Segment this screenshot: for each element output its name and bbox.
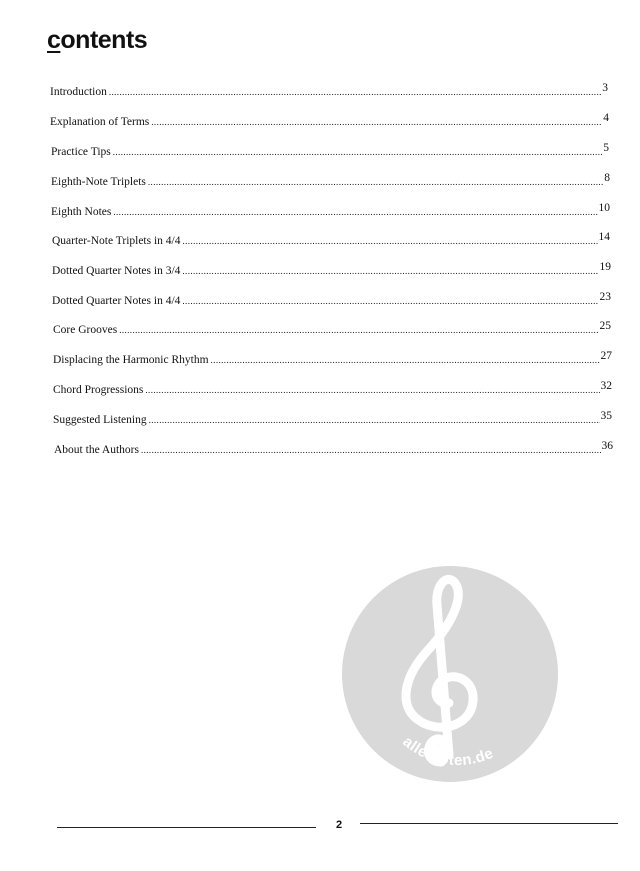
footer-rule-left: [57, 827, 316, 828]
toc-leader-dots: [119, 323, 598, 337]
toc-entry-title: Core Grooves: [53, 324, 118, 336]
toc-entry-page: 10: [598, 202, 610, 214]
toc-entry-page: 4: [603, 112, 609, 124]
toc-entry-page: 25: [599, 320, 611, 332]
toc-entry-page: 8: [604, 172, 610, 184]
toc-entry-practice-tips[interactable]: [51, 142, 609, 159]
toc-entry-title: Explanation of Terms: [50, 116, 150, 128]
toc-entry-title: Displacing the Harmonic Rhythm: [53, 354, 209, 366]
toc-entry-title: Chord Progressions: [53, 384, 144, 396]
toc-leader-dots: [141, 443, 601, 457]
toc-entry-page: 19: [599, 261, 611, 273]
toc-entry-title: Dotted Quarter Notes in 3/4: [52, 265, 181, 277]
toc-entry-about-the-authors[interactable]: [54, 440, 613, 457]
toc-entry-quarter-note-triplets[interactable]: [52, 231, 610, 248]
toc-entry-page: 3: [602, 82, 608, 94]
toc-entry-chord-progressions[interactable]: [53, 380, 612, 397]
toc-leader-dots: [183, 234, 598, 248]
toc-entry-title: Eighth-Note Triplets: [51, 176, 146, 188]
toc-entry-title: Dotted Quarter Notes in 4/4: [52, 295, 181, 307]
toc-entry-eighth-notes[interactable]: [51, 202, 610, 219]
toc-entry-page: 23: [599, 291, 611, 303]
toc-entry-title: Introduction: [50, 86, 107, 98]
toc-leader-dots: [211, 353, 600, 367]
toc-entry-page: 32: [600, 380, 612, 392]
toc-entry-introduction[interactable]: [50, 82, 608, 99]
toc-entry-displacing-harmonic-rhythm[interactable]: [53, 350, 612, 367]
toc-entry-title: About the Authors: [54, 444, 139, 456]
toc-leader-dots: [182, 294, 598, 308]
toc-leader-dots: [151, 115, 602, 129]
toc-leader-dots: [149, 413, 600, 427]
footer-page-number: 2: [335, 819, 343, 831]
toc-entry-title: Quarter-Note Triplets in 4/4: [52, 235, 181, 247]
toc-leader-dots: [113, 145, 603, 159]
toc-entry-page: 36: [601, 440, 613, 452]
watermark-text: alle-noten.de: [399, 733, 497, 770]
toc-leader-dots: [145, 383, 599, 397]
toc-entry-title: Practice Tips: [51, 146, 111, 158]
toc-leader-dots: [148, 175, 603, 189]
toc-leader-dots: [113, 205, 597, 219]
toc-entry-suggested-listening[interactable]: [53, 410, 612, 427]
toc-entry-page: 14: [598, 231, 610, 243]
toc-entry-page: 5: [603, 142, 609, 154]
toc-entry-dotted-quarter-4-4[interactable]: [52, 291, 611, 308]
toc-entry-core-grooves[interactable]: [53, 320, 611, 337]
toc-entry-explanation-of-terms[interactable]: [50, 112, 609, 129]
toc-entry-title: Suggested Listening: [53, 414, 147, 426]
toc-entry-title: Eighth Notes: [51, 206, 112, 218]
watermark: [341, 565, 559, 783]
footer-rule-right: [360, 823, 618, 824]
toc-entry-dotted-quarter-3-4[interactable]: [52, 261, 611, 278]
page-title-rest: ontents: [60, 26, 148, 54]
toc-leader-dots: [182, 264, 598, 278]
toc-entry-page: 35: [600, 410, 612, 422]
toc-leader-dots: [109, 85, 601, 99]
toc-entry-eighth-note-triplets[interactable]: [51, 172, 610, 189]
page-title-first-letter: c: [47, 26, 61, 54]
toc-entry-page: 27: [600, 350, 612, 362]
